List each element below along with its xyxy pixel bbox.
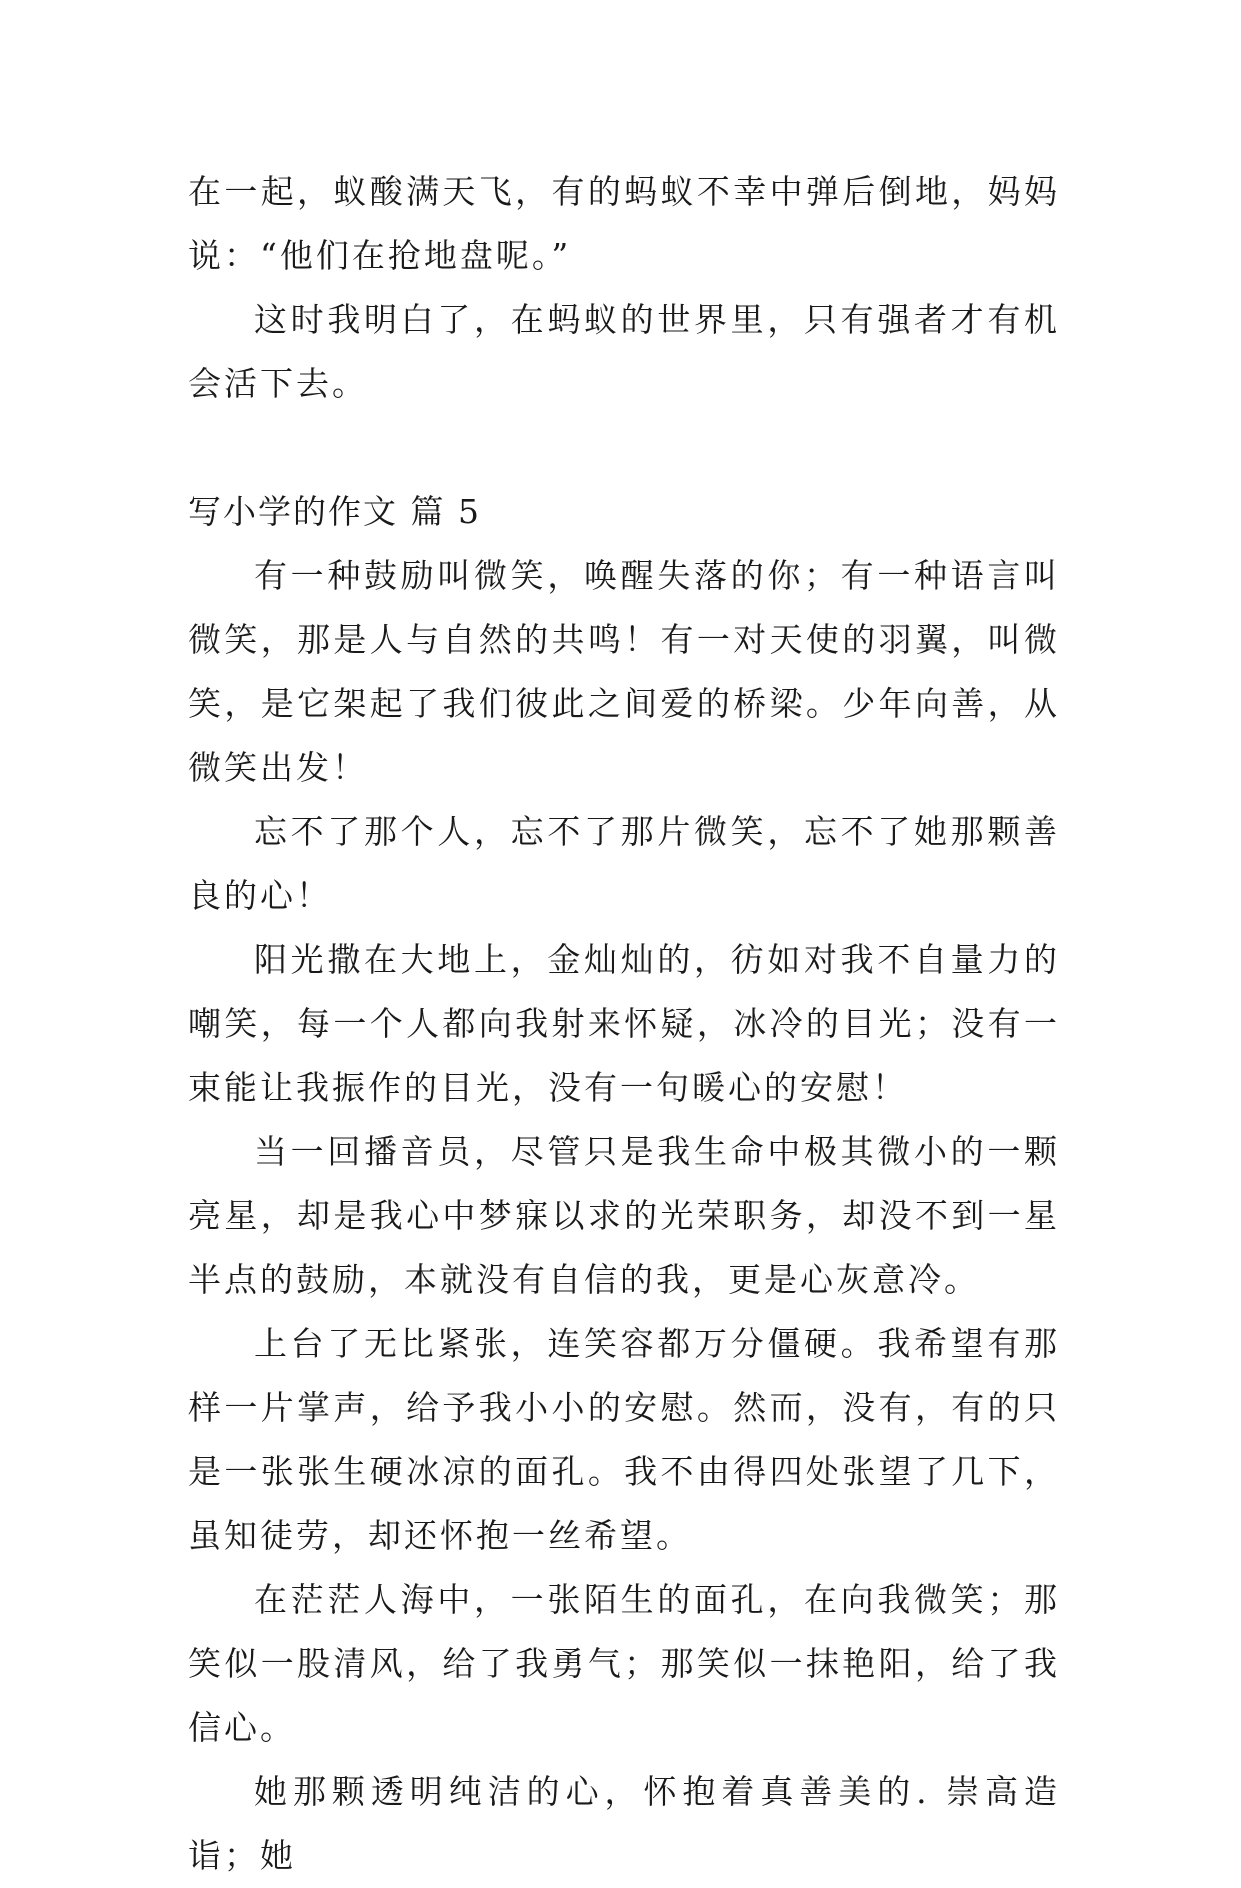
paragraph: 忘不了那个人，忘不了那片微笑，忘不了她那颗善良的心！ — [188, 812, 1060, 915]
document-body — [188, 160, 1060, 1888]
paragraph: 在茫茫人海中，一张陌生的面孔，在向我微笑；那笑似一股清风，给了我勇气；那笑似一抹艳阳，给了我信心。 — [188, 1580, 1060, 1747]
paragraph-continued: 在一起，蚁酸满天飞，有的蚂蚁不幸中弹后倒地，妈妈说：“他们在抢地盘呢。” — [188, 172, 1060, 275]
paragraph: 上台了无比紧张，连笑容都万分僵硬。我希望有那样一片掌声，给予我小小的安慰。然而，没有，有的只是一张张生硬冰凉的面孔。我不由得四处张望了几下，虽知徒劳，却还怀抱一丝希望。 — [188, 1324, 1060, 1555]
paragraph: 这时我明白了，在蚂蚁的世界里，只有强者才有机会活下去。 — [188, 300, 1060, 403]
paragraph: 她那颗透明纯洁的心，怀抱着真善美的. 崇高造诣；她 — [188, 1772, 1060, 1875]
paragraph: 有一种鼓励叫微笑，唤醒失落的你；有一种语言叫微笑，那是人与自然的共鸣！有一对天使的羽翼，叫微笑，是它架起了我们彼此之间爱的桥梁。少年向善，从微笑出发！ — [188, 556, 1060, 787]
paragraph: 阳光撒在大地上，金灿灿的，彷如对我不自量力的嘲笑，每一个人都向我射来怀疑，冰冷的目光；没有一束能让我振作的目光，没有一句暖心的安慰！ — [188, 940, 1060, 1107]
paragraph: 当一回播音员，尽管只是我生命中极其微小的一颗亮星，却是我心中梦寐以求的光荣职务，却没不到一星半点的鼓励，本就没有自信的我，更是心灰意冷。 — [188, 1132, 1060, 1299]
section-heading: 写小学的作文 篇 5 — [188, 492, 481, 531]
